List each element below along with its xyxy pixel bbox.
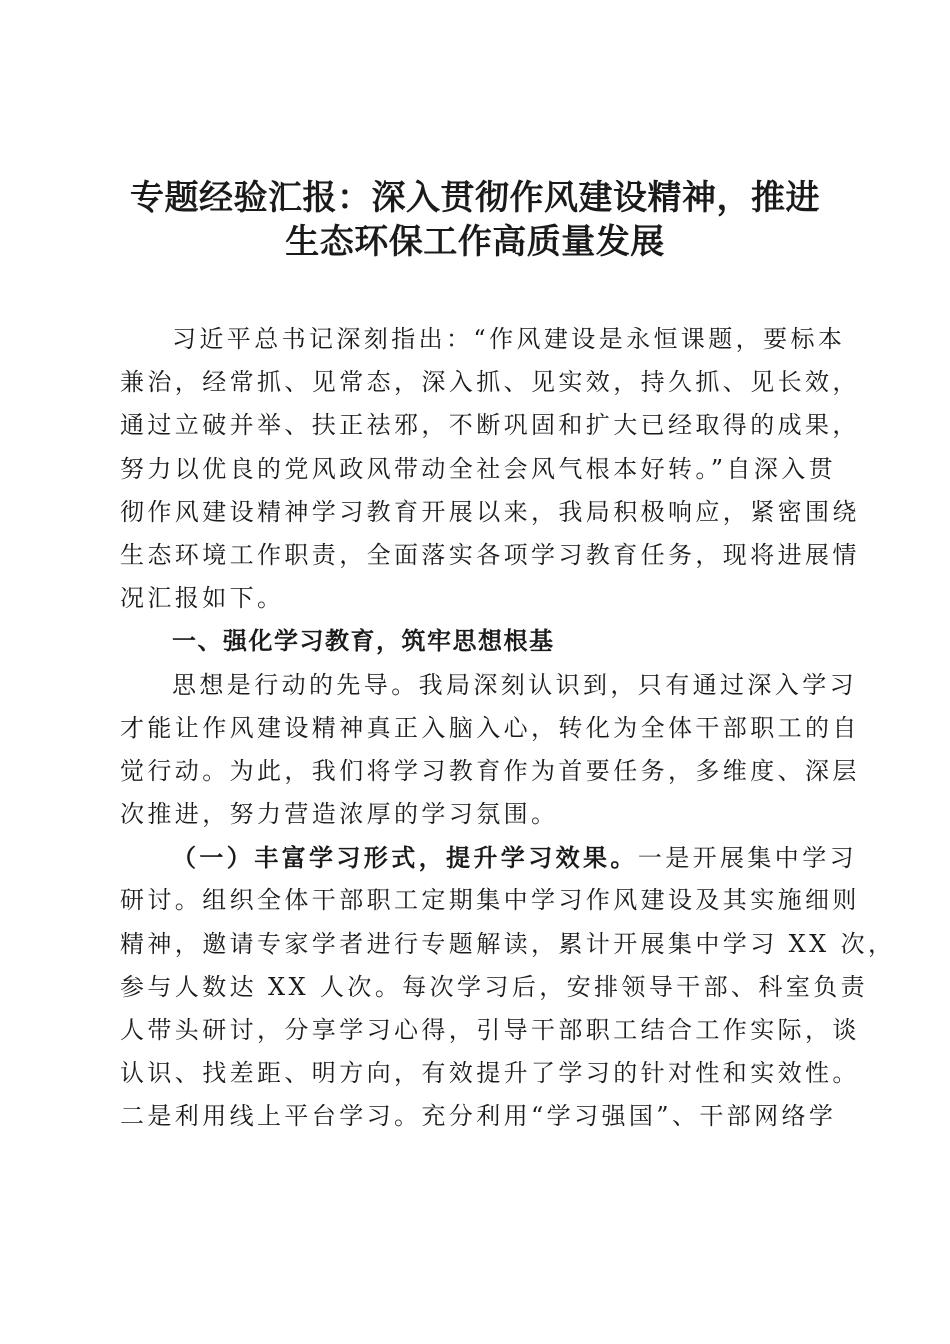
paragraph-line: 次推进，努力营造浓厚的学习氛围。 bbox=[120, 800, 559, 829]
document-body bbox=[120, 318, 896, 1139]
section-paragraph bbox=[120, 664, 860, 837]
paragraph-line-rest: 一是开展集中学习 bbox=[637, 844, 858, 873]
title-line-2: 生态环保工作高质量发展 bbox=[285, 222, 665, 262]
subsection-heading: （一）丰富学习形式，提升学习效果。 bbox=[172, 843, 638, 873]
paragraph-line: 二是利用线上平台学习。充分利用“学习强国”、干部网络学 bbox=[120, 1102, 837, 1131]
paragraph-line: 参与人数达 XX 人次。每次学习后，安排领导干部、科室负责 bbox=[120, 972, 869, 1001]
paragraph-line bbox=[120, 836, 858, 879]
title-line-1: 专题经验汇报：深入贯彻作风建设精神，推进 bbox=[130, 178, 820, 218]
paragraph-line: 认识、找差距、明方向，有效提升了学习的针对性和实效性。 bbox=[120, 1059, 860, 1088]
intro-paragraph bbox=[120, 318, 860, 620]
paragraph-line: 习近平总书记深刻指出：“作风建设是永恒课题，要标本 bbox=[172, 325, 846, 353]
paragraph-line: 精神，邀请专家学者进行专题解读，累计开展集中学习 XX 次， bbox=[120, 929, 896, 958]
paragraph-line: 况汇报如下。 bbox=[120, 584, 285, 613]
section-heading: 一、强化学习教育，筑牢思想根基 bbox=[172, 627, 555, 656]
paragraph-line: 努力以优良的党风政风带动全社会风气根本好转。”自深入贯 bbox=[120, 454, 837, 483]
paragraph-line: 彻作风建设精神学习教育开展以来，我局积极响应，紧密围绕 bbox=[120, 497, 860, 526]
paragraph-line: 思想是行动的先导。我局深刻认识到，只有通过深入学习 bbox=[172, 670, 857, 699]
paragraph-line: 觉行动。为此，我们将学习教育作为首要任务，多维度、深层 bbox=[120, 756, 860, 785]
paragraph-line: 研讨。组织全体干部职工定期集中学习作风建设及其实施细则 bbox=[120, 886, 860, 915]
paragraph-line: 人带头研讨，分享学习心得，引导干部职工结合工作实际，谈 bbox=[120, 1016, 860, 1044]
paragraph-line: 通过立破并举、扶正祛邪，不断巩固和扩大已经取得的成果， bbox=[120, 411, 860, 440]
subsection-paragraph bbox=[120, 836, 896, 1138]
paragraph-line: 生态环境工作职责，全面落实各项学习教育任务，现将进展情 bbox=[120, 540, 860, 569]
paragraph-line: 兼治，经常抓、见常态，深入抓、见实效，持久抓、见长效， bbox=[120, 368, 860, 397]
paragraph-line: 才能让作风建设精神真正入脑入心，转化为全体干部职工的自 bbox=[120, 713, 860, 742]
document-title bbox=[100, 176, 850, 264]
